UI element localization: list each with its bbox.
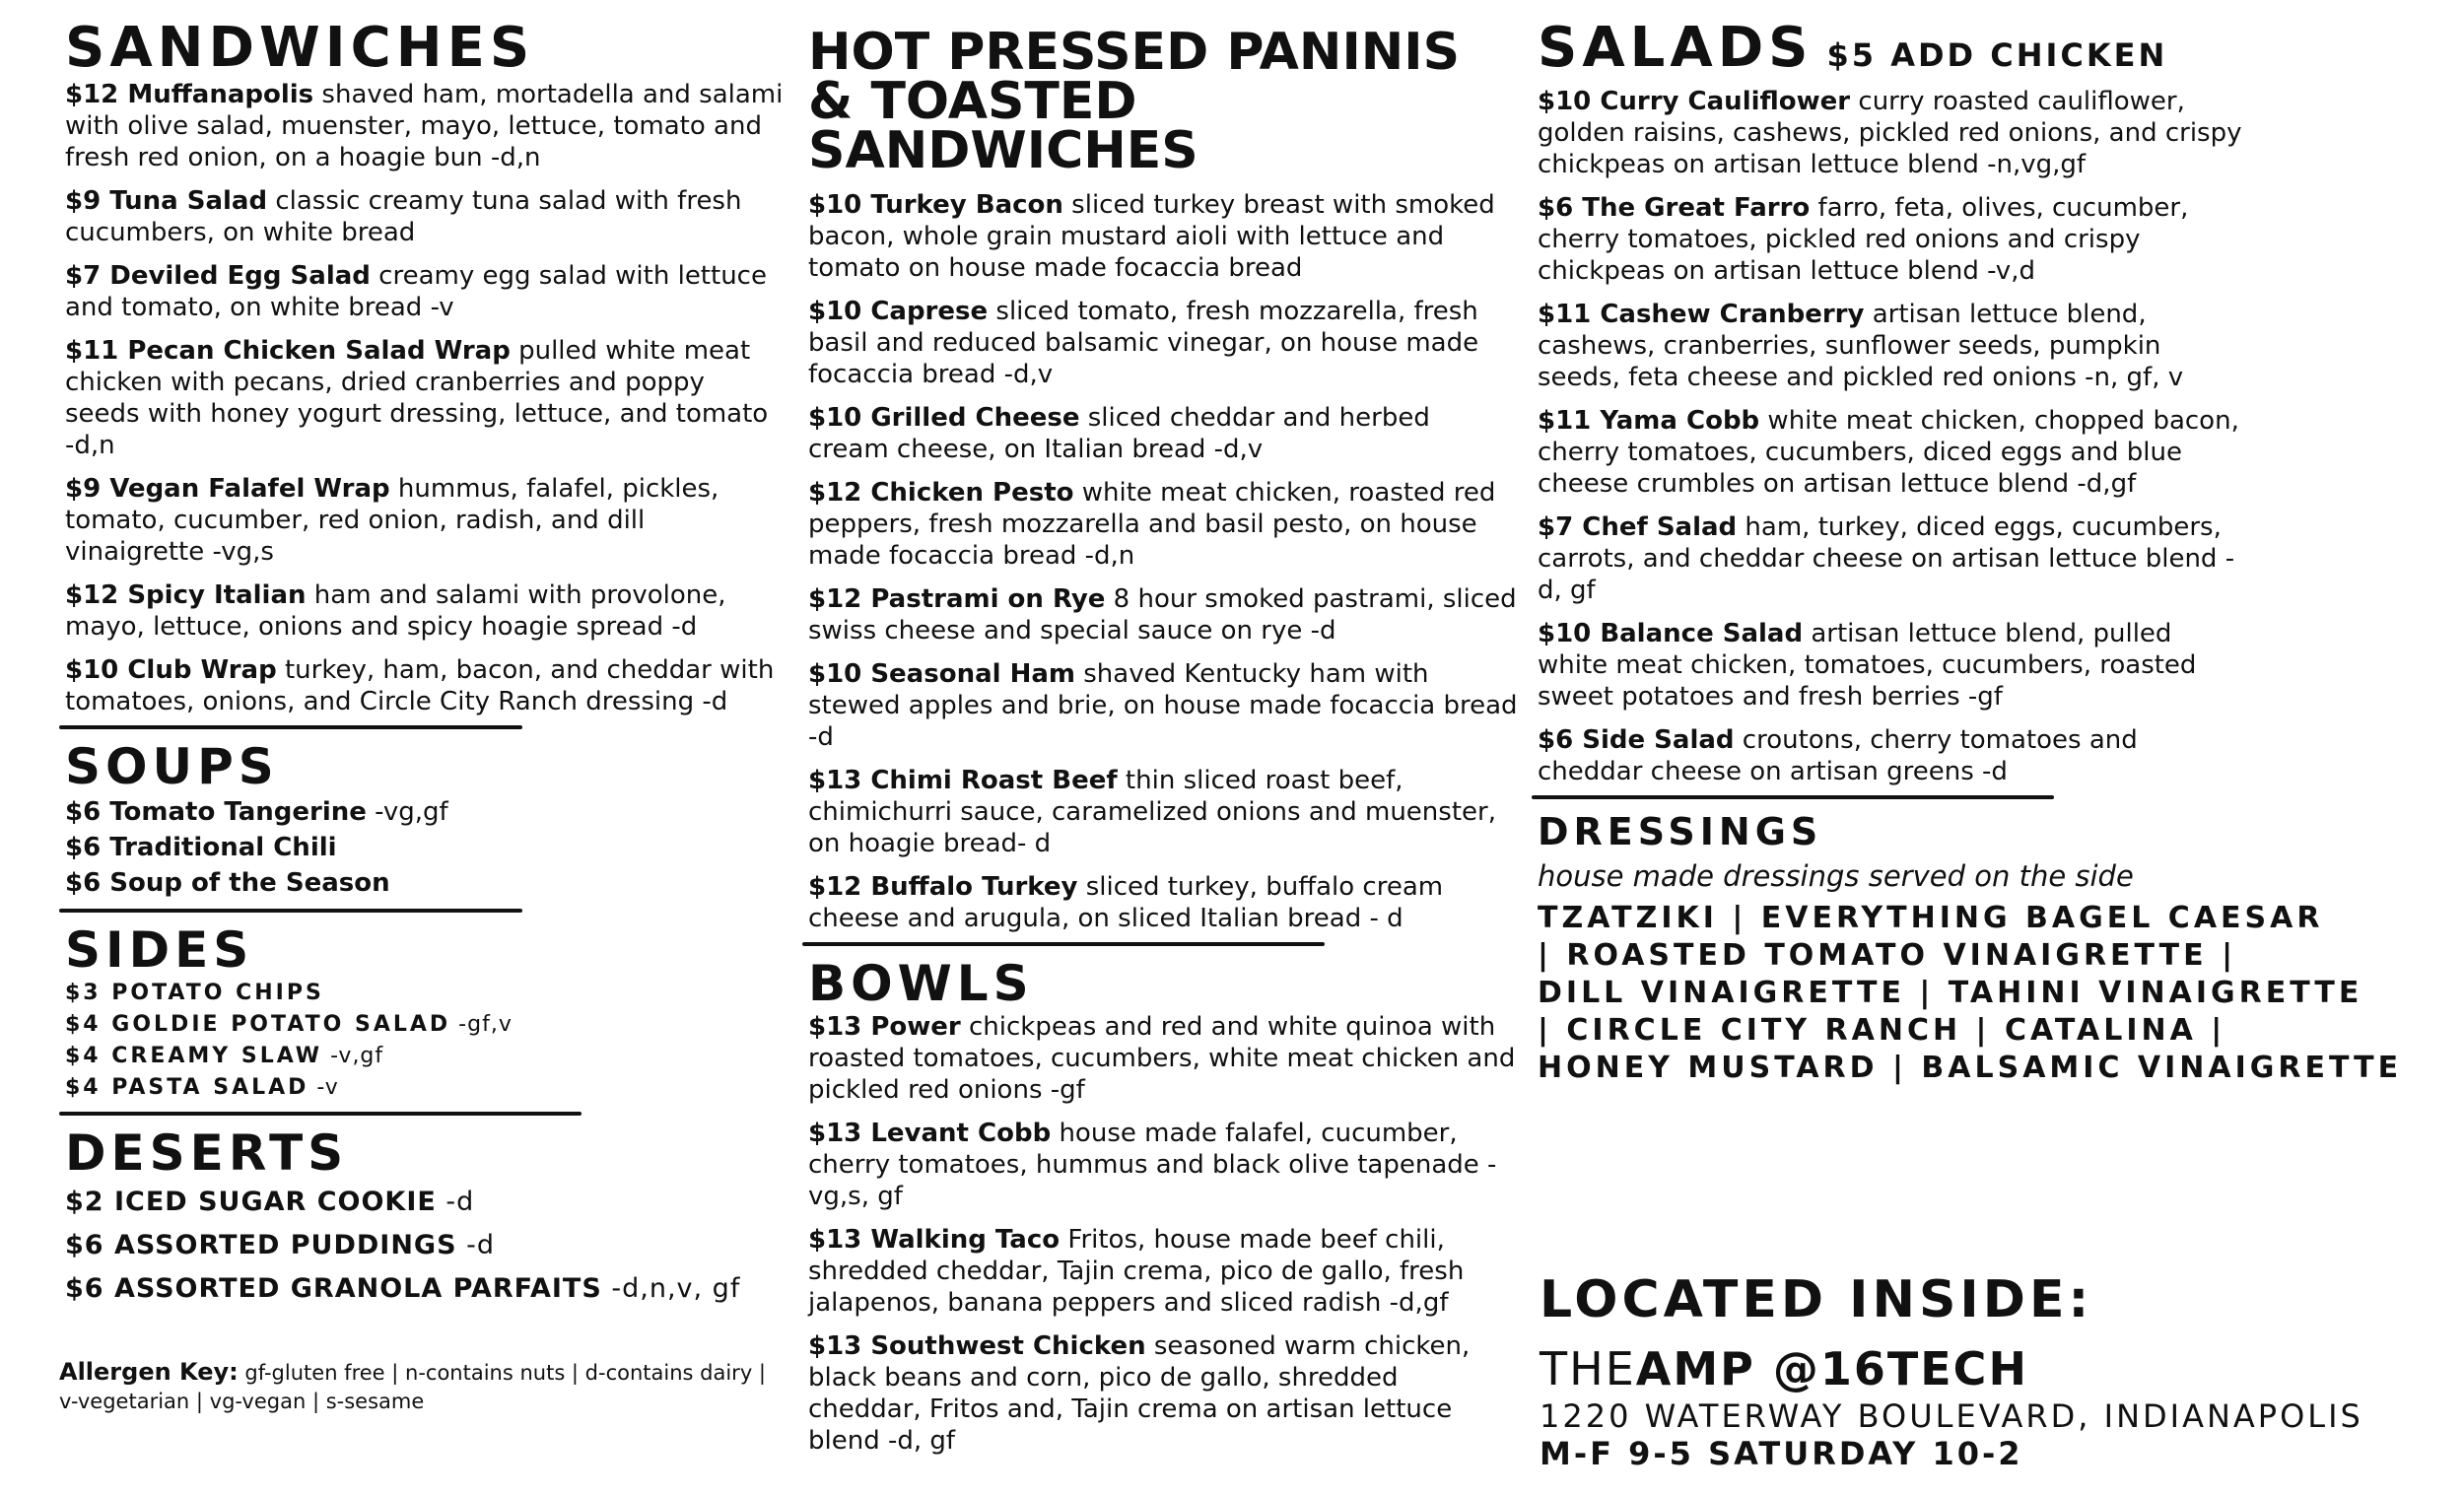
item-description: shaved ham, mortadella and salami with olive salad, muenster, mayo, lettuce, tomato and fresh red onion, on a hoagie bun -d,n	[65, 80, 784, 172]
location-block	[1540, 1269, 2427, 1472]
item-tags: -d	[456, 1230, 496, 1260]
menu-item	[808, 871, 1518, 934]
item-description: sliced turkey breast with smoked bacon, whole grain mustard aioli with lettuce and tomato on house made focaccia bread	[808, 190, 1495, 283]
desert-item	[65, 1267, 785, 1311]
menu-item	[808, 402, 1518, 465]
item-name: $3 POTATO CHIPS	[65, 981, 324, 1005]
side-item	[65, 1009, 785, 1041]
item-description: sliced cheddar and herbed cream cheese, on Italian bread -d,v	[808, 403, 1430, 464]
dressings-line: | CIRCLE CITY RANCH | CATALINA |	[1538, 1013, 2226, 1048]
item-name: $13 Levant Cobb	[808, 1119, 1052, 1148]
sides-title: SIDES	[65, 921, 254, 979]
side-item	[65, 1072, 785, 1104]
section-divider	[1532, 795, 2054, 799]
menu-item	[1538, 405, 2247, 500]
menu-item	[1538, 511, 2247, 606]
soup-item	[65, 830, 785, 865]
item-description: white meat chicken, roasted red peppers, fresh mozzarella and basil pesto, on house made focaccia bread -d,n	[808, 478, 1496, 571]
menu-item	[808, 583, 1518, 646]
item-name: $13 Power	[808, 1012, 961, 1042]
item-description: curry roasted cauliflower, golden raisins, cashews, pickled red onions, and crispy chickpeas on artisan lettuce blend -n,vg,gf	[1538, 87, 2242, 179]
item-name: $10 Caprese	[808, 297, 989, 326]
menu-item	[808, 1330, 1518, 1457]
paninis-title-bold: HOT	[808, 23, 930, 82]
item-name: $6 Tomato Tangerine	[65, 797, 367, 827]
allergen-key	[59, 1358, 769, 1416]
item-name: $4 CREAMY SLAW	[65, 1044, 323, 1068]
menu-item	[808, 1224, 1518, 1319]
item-tags: -vg,gf	[366, 797, 448, 827]
item-name: $6 Traditional Chili	[65, 833, 337, 862]
item-name: $6 Soup of the Season	[65, 868, 390, 898]
item-description: Fritos, house made beef chili, shredded cheddar, Tajin crema, pico de gallo, fresh jalapenos, banana peppers and sliced radish -d,gf	[808, 1225, 1465, 1318]
salads-title-text: SALADS	[1538, 16, 1814, 80]
menu-item	[1538, 86, 2247, 180]
menu-item	[808, 1011, 1518, 1106]
item-description: artisan lettuce blend, pulled white meat chicken, tomatoes, cucumbers, roasted sweet potatoes and fresh berries -gf	[1538, 619, 2197, 712]
item-name: $12 Pastrami on Rye	[808, 584, 1106, 614]
item-name: $9 Tuna Salad	[65, 186, 268, 216]
menu-item	[65, 654, 785, 717]
item-description: ham, turkey, diced eggs, cucumbers, carrots, and cheddar cheese on artisan lettuce blend -d, gf	[1538, 512, 2235, 605]
bowls-title: BOWLS	[808, 955, 1034, 1012]
dressings-list	[1538, 900, 2425, 1087]
menu-item	[808, 765, 1518, 859]
item-tags: -v,gf	[322, 1044, 384, 1068]
side-item	[65, 978, 785, 1009]
section-divider	[59, 725, 522, 729]
item-name: $10 Grilled Cheese	[808, 403, 1080, 433]
item-description: farro, feta, olives, cucumber, cherry tomatoes, pickled red onions and crispy chickpeas on artisan lettuce blend -v,d	[1538, 193, 2189, 286]
menu-item	[65, 79, 785, 173]
dressings-line: DILL VINAIGRETTE | TAHINI VINAIGRETTE	[1538, 976, 2363, 1010]
menu-item	[1538, 618, 2247, 713]
menu-item	[808, 296, 1518, 390]
item-name: $6 ASSORTED PUDDINGS	[65, 1230, 457, 1260]
menu-item	[808, 658, 1518, 753]
item-name: $11 Yama Cobb	[1538, 406, 1760, 436]
location-title: LOCATED INSIDE:	[1540, 1270, 2093, 1329]
item-name: $4 GOLDIE POTATO SALAD	[65, 1012, 451, 1037]
item-description: white meat chicken, chopped bacon, cherry tomatoes, cucumbers, diced eggs and blue cheese crumbles on artisan lettuce blend -d,gf	[1538, 406, 2239, 499]
deserts-title: DESERTS	[65, 1124, 349, 1182]
item-tags: -v	[308, 1075, 339, 1100]
desert-item	[65, 1181, 785, 1224]
item-name: $12 Muffanapolis	[65, 80, 314, 109]
menu-item	[65, 579, 785, 643]
section-divider	[802, 942, 1325, 946]
soups-title: SOUPS	[65, 738, 279, 795]
item-name: $9 Vegan Falafel Wrap	[65, 474, 390, 504]
desert-item	[65, 1224, 785, 1267]
soup-item	[65, 794, 785, 830]
item-name: $10 Seasonal Ham	[808, 659, 1075, 689]
venue-prefix: THE	[1540, 1342, 1636, 1395]
item-description: sliced turkey, buffalo cream cheese and arugula, on sliced Italian bread - d	[808, 872, 1444, 933]
menu-item	[1538, 299, 2247, 393]
item-name: $12 Chicken Pesto	[808, 478, 1074, 508]
item-description: thin sliced roast beef, chimichurri sauce, caramelized onions and muenster, on hoagie bread- d	[808, 766, 1496, 858]
left-column	[65, 18, 785, 1311]
item-name: $4 PASTA SALAD	[65, 1075, 309, 1100]
item-tags: -d,n,v, gf	[601, 1273, 741, 1304]
allergen-key-text: gf-gluten free | n-contains nuts | d-contains dairy | v-vegetarian | vg-vegan | s-sesame	[59, 1361, 766, 1413]
item-description: chickpeas and red and white quinoa with roasted tomatoes, cucumbers, white meat chicken and pickled red onions -gf	[808, 1012, 1516, 1105]
item-name: $11 Cashew Cranberry	[1538, 300, 1865, 329]
item-name: $6 The Great Farro	[1538, 193, 1811, 223]
item-description: turkey, ham, bacon, and cheddar with tomatoes, onions, and Circle City Ranch dressing -d	[65, 655, 775, 716]
item-name: $7 Deviled Egg Salad	[65, 261, 371, 291]
item-description: 8 hour smoked pastrami, sliced swiss cheese and special sauce on rye -d	[808, 584, 1517, 646]
allergen-key-label: Allergen Key:	[59, 1358, 239, 1386]
dressings-subtitle: house made dressings served on the side	[1538, 859, 2134, 893]
item-name: $10 Club Wrap	[65, 655, 277, 685]
item-name: $6 Side Salad	[1538, 725, 1735, 755]
item-description: sliced tomato, fresh mozzarella, fresh basil and reduced balsamic vinegar, on house made focaccia bread -d,v	[808, 297, 1479, 389]
item-name: $2 ICED SUGAR COOKIE	[65, 1187, 437, 1217]
section-divider	[59, 909, 522, 913]
salads-title	[1538, 18, 2425, 86]
sides-list	[65, 978, 785, 1104]
item-description: ham and salami with provolone, mayo, lettuce, onions and spicy hoagie spread -d	[65, 580, 726, 642]
menu-item	[1538, 192, 2247, 287]
menu-item	[65, 473, 785, 568]
item-description: hummus, falafel, pickles, tomato, cucumber, red onion, radish, and dill vinaigrette -vg,s	[65, 474, 719, 567]
item-name: $6 ASSORTED GRANOLA PARFAITS	[65, 1273, 602, 1304]
item-tags: -d	[436, 1187, 475, 1217]
menu-item	[1538, 724, 2247, 787]
middle-column	[808, 18, 1518, 1468]
item-description: pulled white meat chicken with pecans, dried cranberries and poppy seeds with honey yogurt dressing, lettuce, and tomato -d,n	[65, 336, 769, 460]
item-description: artisan lettuce blend, cashews, cranberries, sunflower seeds, pumpkin seeds, feta cheese and pickled red onions -n, gf, v	[1538, 300, 2184, 392]
dressings-line: | ROASTED TOMATO VINAIGRETTE |	[1538, 938, 2237, 973]
venue-name	[1540, 1340, 2427, 1397]
item-description: classic creamy tuna salad with fresh cucumbers, on white bread	[65, 186, 742, 247]
hours: M-F 9-5 SATURDAY 10-2	[1540, 1435, 2023, 1472]
item-description: house made falafel, cucumber, cherry tomatoes, hummus and black olive tapenade -vg,s, gf	[808, 1119, 1497, 1211]
item-description: croutons, cherry tomatoes and cheddar cheese on artisan greens -d	[1538, 725, 2138, 786]
item-description: shaved Kentucky ham with stewed apples and brie, on house made focaccia bread -d	[808, 659, 1518, 752]
venue-bold: AMP @16TECH	[1635, 1342, 2028, 1395]
item-name: $12 Buffalo Turkey	[808, 872, 1078, 902]
address: 1220 WATERWAY BOULEVARD, INDIANAPOLIS	[1540, 1397, 2363, 1435]
item-name: $10 Curry Cauliflower	[1538, 87, 1851, 116]
item-name: $12 Spicy Italian	[65, 580, 307, 610]
dressings-title: DRESSINGS	[1538, 810, 1823, 853]
item-name: $10 Turkey Bacon	[808, 190, 1063, 220]
item-name: $7 Chef Salad	[1538, 512, 1738, 542]
item-name: $11 Pecan Chicken Salad Wrap	[65, 336, 511, 366]
right-column	[1538, 18, 2425, 1087]
item-description: creamy egg salad with lettuce and tomato, on white bread -v	[65, 261, 767, 322]
paninis-list	[808, 189, 1518, 934]
dressings-line: TZATZIKI | EVERYTHING BAGEL CAESAR	[1538, 901, 2324, 935]
sandwiches-title: SANDWICHES	[65, 16, 535, 80]
menu-item	[65, 260, 785, 323]
menu-item	[808, 1118, 1518, 1212]
salads-list	[1538, 86, 2247, 787]
item-name: $13 Southwest Chicken	[808, 1331, 1146, 1361]
side-item	[65, 1041, 785, 1072]
menu-item	[808, 189, 1518, 284]
menu-item	[65, 185, 785, 248]
deserts-list	[65, 1181, 785, 1311]
soups-list	[65, 794, 785, 901]
paninis-title	[808, 23, 1518, 180]
bowls-list	[808, 1011, 1518, 1457]
section-divider	[59, 1112, 582, 1116]
item-description: seasoned warm chicken, black beans and corn, pico de gallo, shredded cheddar, Fritos and, Tajin crema on artisan lettuce blend -d, gf	[808, 1331, 1471, 1456]
item-name: $10 Balance Salad	[1538, 619, 1804, 648]
soup-item	[65, 865, 785, 901]
item-name: $13 Chimi Roast Beef	[808, 766, 1118, 795]
item-name: $13 Walking Taco	[808, 1225, 1061, 1255]
menu-item	[65, 335, 785, 461]
sandwiches-list	[65, 79, 785, 717]
menu-item	[808, 477, 1518, 572]
item-tags: -gf,v	[450, 1012, 513, 1037]
dressings-line: HONEY MUSTARD | BALSAMIC VINAIGRETTE	[1538, 1051, 2403, 1085]
add-chicken-note: $5 ADD CHICKEN	[1826, 36, 2168, 74]
paninis-title-rest: PRESSED PANINIS & TOASTED SANDWICHES	[808, 23, 1461, 180]
